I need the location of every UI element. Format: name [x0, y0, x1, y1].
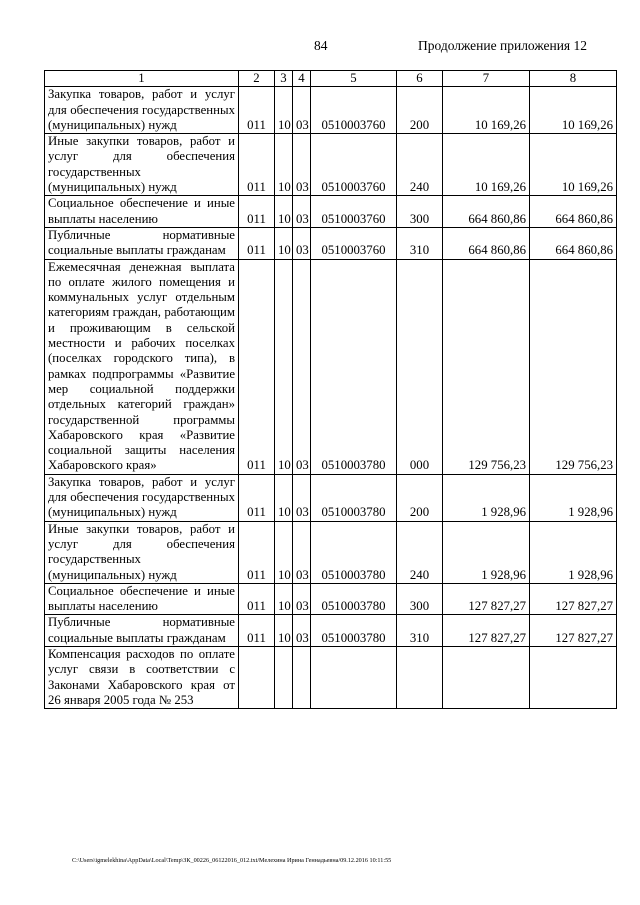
row-value-cell: 300 [397, 583, 443, 615]
row-value-cell: 03 [293, 615, 311, 647]
row-value-cell: 200 [397, 87, 443, 134]
row-name-cell: Иные закупки товаров, работ и услуг для обеспечения государственных (муниципальных) нужд [45, 521, 239, 583]
row-value-cell: 10 [275, 196, 293, 228]
row-value-cell: 03 [293, 474, 311, 521]
row-value-cell: 011 [239, 87, 275, 134]
appendix-label: Продолжение приложения 12 [418, 38, 588, 53]
row-value-cell: 127 827,27 [443, 615, 530, 647]
row-value-cell [530, 646, 617, 708]
row-value-cell: 10 [275, 134, 293, 196]
row-value-cell: 0510003780 [311, 615, 397, 647]
row-value-cell: 0510003760 [311, 134, 397, 196]
row-name-cell: Компенсация расходов по оплате услуг связи в соответствии с Законами Хабаровского края от 26 января 2005 года № 253 [45, 646, 239, 708]
row-value-cell [397, 646, 443, 708]
row-name-cell: Иные закупки товаров, работ и услуг для обеспечения государственных (муниципальных) нужд [45, 134, 239, 196]
column-header: 7 [443, 71, 530, 87]
row-value-cell: 10 [275, 259, 293, 474]
row-value-cell: 1 928,96 [443, 474, 530, 521]
row-value-cell: 1 928,96 [443, 521, 530, 583]
table-row [45, 646, 617, 708]
row-value-cell: 03 [293, 521, 311, 583]
row-value-cell: 664 860,86 [530, 227, 617, 259]
row-value-cell: 0510003760 [311, 196, 397, 228]
row-value-cell: 10 [275, 583, 293, 615]
row-name-cell: Закупка товаров, работ и услуг для обеспечения государственных (муниципальных) нужд [45, 87, 239, 134]
table-row [45, 583, 617, 615]
row-value-cell: 664 860,86 [443, 196, 530, 228]
row-value-cell: 10 [275, 615, 293, 647]
row-name-cell: Публичные нормативные социальные выплаты гражданам [45, 227, 239, 259]
row-value-cell: 300 [397, 196, 443, 228]
row-value-cell: 1 928,96 [530, 521, 617, 583]
row-value-cell: 200 [397, 474, 443, 521]
row-value-cell: 011 [239, 474, 275, 521]
row-value-cell: 03 [293, 87, 311, 134]
page-number: 84 [314, 38, 328, 53]
column-header: 3 [275, 71, 293, 87]
budget-table [44, 70, 617, 709]
row-value-cell: 011 [239, 227, 275, 259]
row-value-cell [443, 646, 530, 708]
table-row [45, 196, 617, 228]
row-value-cell: 1 928,96 [530, 474, 617, 521]
row-value-cell: 011 [239, 196, 275, 228]
row-value-cell: 127 827,27 [530, 583, 617, 615]
row-value-cell: 240 [397, 521, 443, 583]
row-value-cell: 0510003760 [311, 87, 397, 134]
row-value-cell: 011 [239, 259, 275, 474]
row-value-cell: 03 [293, 196, 311, 228]
row-value-cell: 0510003780 [311, 474, 397, 521]
row-value-cell [275, 646, 293, 708]
row-name-cell: Ежемесячная денежная выплата по оплате жилого помещения и коммунальных услуг отдельным категориям граждан, работающим и проживающим в сельской местности и рабочих поселках (поселках городского типа), в рамках подпрограммы «Развитие мер социальной поддержки отдельных категорий граждан» государственной программы Хабаровского края «Развитие социальной защиты населения Хабаровского края» [45, 259, 239, 474]
row-value-cell: 03 [293, 583, 311, 615]
row-value-cell: 03 [293, 134, 311, 196]
row-value-cell: 127 827,27 [530, 615, 617, 647]
row-value-cell: 011 [239, 583, 275, 615]
column-header: 2 [239, 71, 275, 87]
column-header: 8 [530, 71, 617, 87]
row-value-cell: 10 [275, 87, 293, 134]
row-value-cell: 000 [397, 259, 443, 474]
row-value-cell: 664 860,86 [443, 227, 530, 259]
row-value-cell [239, 646, 275, 708]
row-value-cell: 011 [239, 615, 275, 647]
row-name-cell: Закупка товаров, работ и услуг для обеспечения государственных (муниципальных) нужд [45, 474, 239, 521]
row-value-cell [293, 646, 311, 708]
table-row [45, 615, 617, 647]
row-value-cell: 10 169,26 [443, 134, 530, 196]
header-row [45, 71, 617, 87]
row-value-cell: 310 [397, 227, 443, 259]
table-row [45, 521, 617, 583]
row-name-cell: Публичные нормативные социальные выплаты гражданам [45, 615, 239, 647]
row-value-cell: 011 [239, 134, 275, 196]
table-row [45, 474, 617, 521]
row-value-cell [311, 646, 397, 708]
row-value-cell: 0510003780 [311, 259, 397, 474]
row-value-cell: 664 860,86 [530, 196, 617, 228]
column-header: 1 [45, 71, 239, 87]
row-value-cell: 310 [397, 615, 443, 647]
footer-file-path: C:\Users\igmelekhina\AppData\Local\Temp\ЗК_00226_06122016_012.txt/Мелехина Ирина Геннадьевна/09.12.2016 10:11:55 [72, 857, 392, 864]
row-name-cell: Социальное обеспечение и иные выплаты населению [45, 583, 239, 615]
table-row [45, 134, 617, 196]
row-value-cell: 129 756,23 [443, 259, 530, 474]
row-value-cell: 10 [275, 521, 293, 583]
row-value-cell: 011 [239, 521, 275, 583]
table-row [45, 87, 617, 134]
row-value-cell: 10 [275, 474, 293, 521]
row-value-cell: 10 169,26 [530, 134, 617, 196]
row-value-cell: 0510003780 [311, 521, 397, 583]
row-value-cell: 0510003780 [311, 583, 397, 615]
row-value-cell: 127 827,27 [443, 583, 530, 615]
column-header: 6 [397, 71, 443, 87]
row-value-cell: 240 [397, 134, 443, 196]
column-header: 5 [311, 71, 397, 87]
row-value-cell: 10 [275, 227, 293, 259]
row-value-cell: 10 169,26 [530, 87, 617, 134]
row-value-cell: 03 [293, 259, 311, 474]
row-name-cell: Социальное обеспечение и иные выплаты населению [45, 196, 239, 228]
row-value-cell: 03 [293, 227, 311, 259]
column-header: 4 [293, 71, 311, 87]
row-value-cell: 0510003760 [311, 227, 397, 259]
row-value-cell: 129 756,23 [530, 259, 617, 474]
table-row [45, 227, 617, 259]
row-value-cell: 10 169,26 [443, 87, 530, 134]
table-row [45, 259, 617, 474]
